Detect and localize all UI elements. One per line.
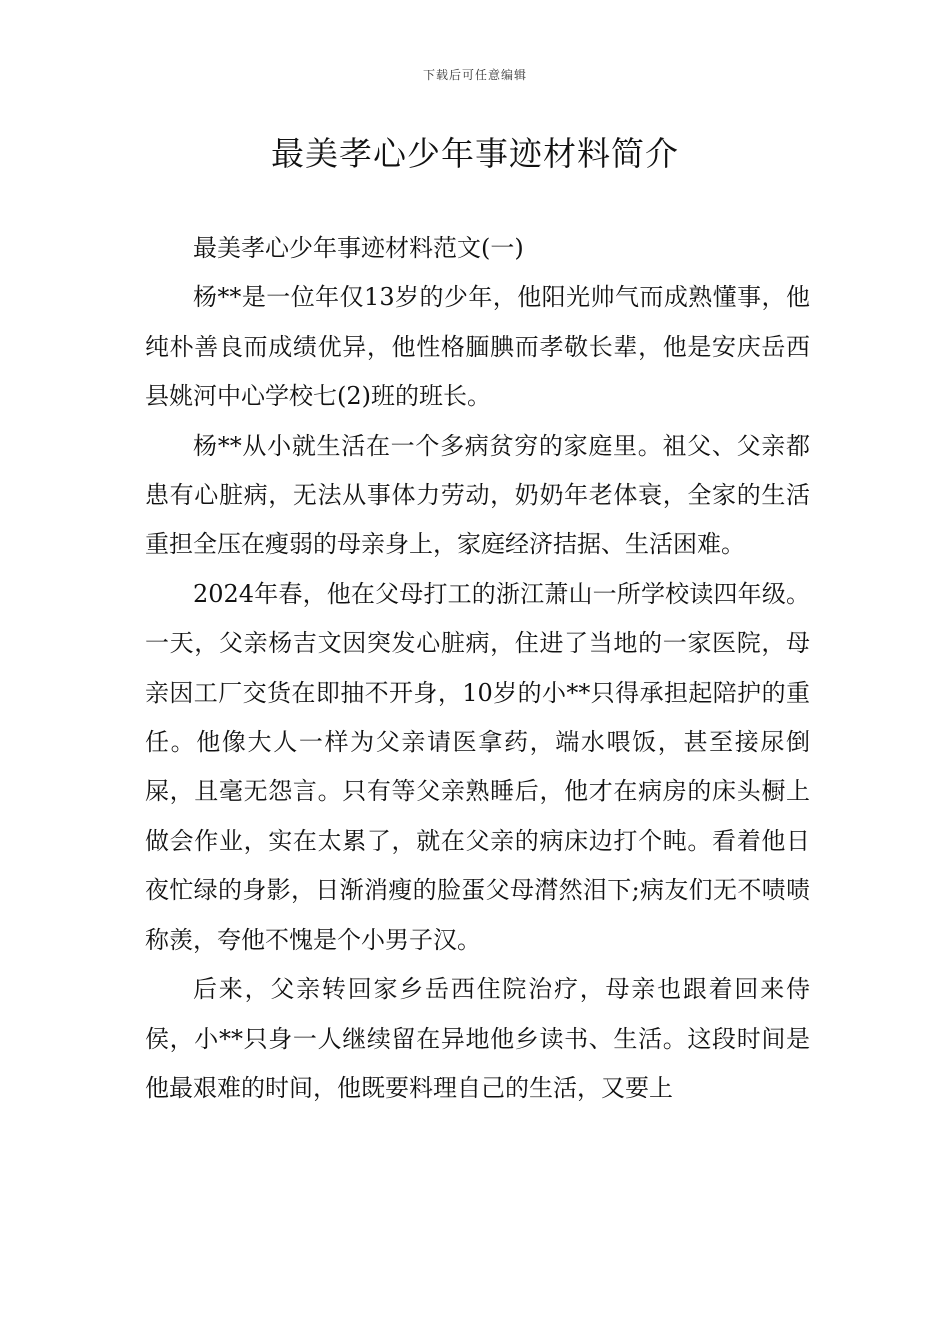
paragraph: 杨**从小就生活在一个多病贫穷的家庭里。祖父、父亲都患有心脏病，无法从事体力劳动，奶奶年老体衰，全家的生活重担全压在瘦弱的母亲身上，家庭经济拮据、生活困难。 [145, 431, 810, 559]
document-title: 最美孝心少年事迹材料简介 [271, 134, 679, 173]
paragraph-subtitle: 最美孝心少年事迹材料范文(一) [193, 234, 524, 262]
paragraph: 2024年春，他在父母打工的浙江萧山一所学校读四年级。一天，父亲杨吉文因突发心脏病，住进了当地的一家医院，母亲因工厂交货在即抽不开身，10岁的小**只得承担起陪护的重任。他像大人一样为父亲请医拿药，端水喂饭，甚至接尿倒屎，且毫无怨言。只有等父亲熟睡后，他才在病房的床头橱上做会作业，实在太累了，就在父亲的病床边打个盹。看着他日夜忙绿的身影，日渐消瘦的脸蛋父母潸然泪下;病友们无不啧啧称羡，夸他不愧是个小男子汉。 [145, 579, 810, 954]
paragraph: 杨**是一位年仅13岁的少年，他阳光帅气而成熟懂事，他纯朴善良而成绩优异，他性格腼腆而孝敬长辈，他是安庆岳西县姚河中心学校七(2)班的班长。 [145, 283, 810, 411]
paragraph: 后来，父亲转回家乡岳西住院治疗，母亲也跟着回来侍侯，小**只身一人继续留在异地他乡读书、生活。这段时间是他最艰难的时间，他既要料理自己的生活，又要上 [145, 975, 810, 1102]
document-body [145, 224, 810, 1113]
header-note: 下载后可任意编辑 [422, 68, 527, 82]
